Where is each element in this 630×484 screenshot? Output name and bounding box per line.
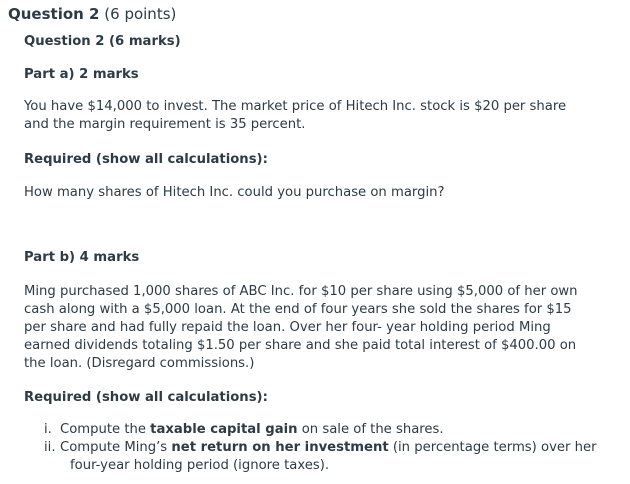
- part-b-required-label: Required (show all calculations):: [24, 390, 268, 405]
- part-b-text-line: per share and had fully repaid the loan. Over her four- year holding period Ming: [24, 320, 551, 335]
- list-item-text: Compute the: [60, 422, 151, 437]
- list-item-emphasis: taxable capital gain: [150, 422, 298, 437]
- list-item-text: Compute Ming’s: [60, 440, 172, 455]
- part-b-text-line: Ming purchased 1,000 shares of ABC Inc. for $10 per share using $5,000 of her own: [24, 284, 578, 299]
- question-subtitle: Question 2 (6 marks): [24, 34, 181, 49]
- list-marker: ii.: [44, 440, 56, 455]
- part-b-text-line: the loan. (Disregard commissions.): [24, 356, 255, 371]
- question-title: Question 2: [8, 5, 100, 23]
- part-a-text-line: and the margin requirement is 35 percent.: [24, 117, 306, 132]
- list-item-emphasis: net return on her investment: [171, 440, 389, 455]
- list-item: [44, 439, 620, 475]
- part-a-text: [24, 98, 614, 134]
- question-header: [8, 5, 176, 23]
- part-b-heading: Part b) 4 marks: [24, 250, 140, 265]
- part-b-text-line: cash along with a $5,000 loan. At the end of four years she sold the shares for $15: [24, 302, 572, 317]
- list-item-text: on sale of the shares.: [297, 422, 444, 437]
- part-b-text: [24, 283, 614, 373]
- part-b-task-list: [44, 421, 620, 475]
- list-item-text: (in percentage terms) over her: [388, 440, 597, 455]
- part-a-required-label: Required (show all calculations):: [24, 152, 268, 167]
- part-b-text-line: earned dividends totaling $1.50 per share and she paid total interest of $400.00 on: [24, 338, 577, 353]
- part-a-heading: Part a) 2 marks: [24, 67, 139, 82]
- part-a-text-line: You have $14,000 to invest. The market price of Hitech Inc. stock is $20 per share: [24, 99, 567, 114]
- list-item: [44, 421, 620, 439]
- list-marker: i.: [44, 422, 52, 437]
- part-a-question: How many shares of Hitech Inc. could you purchase on margin?: [24, 185, 445, 200]
- list-item-continuation: four-year holding period (ignore taxes).: [70, 458, 330, 473]
- question-points: (6 points): [104, 5, 177, 23]
